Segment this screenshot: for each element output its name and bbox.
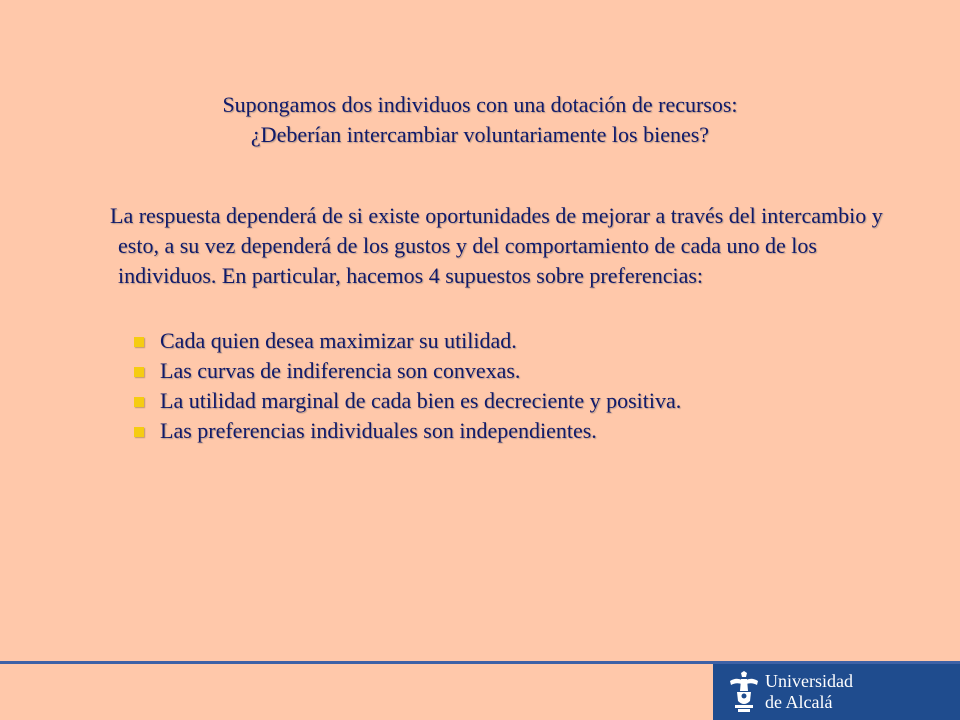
square-bullet-icon (134, 367, 144, 377)
list-item-text: Cada quien desea maximizar su utilidad. (160, 328, 517, 353)
list-item (132, 356, 912, 386)
logo-line-2: de Alcalá (765, 692, 833, 712)
square-bullet-icon (134, 337, 144, 347)
intro-paragraph: La respuesta dependerá de si existe oportunidades de mejorar a través del intercambio y esto, a su vez dependerá de los gustos y del comportamiento de cada uno de los individuos. En particular, hacemos 4 supuestos sobre preferencias: (110, 203, 883, 288)
title-line-2: ¿Deberían intercambiar voluntariamente los bienes? (250, 122, 710, 147)
list-item (132, 416, 912, 446)
list-item (132, 386, 912, 416)
title-line-1: Supongamos dos individuos con una dotación de recursos: (222, 92, 738, 117)
logo-wordmark (765, 671, 853, 713)
university-logo (713, 664, 960, 720)
list-item-text: Las curvas de indiferencia son convexas. (160, 358, 521, 383)
university-crest-icon (726, 671, 762, 713)
list-item-text: Las preferencias individuales son independientes. (160, 418, 597, 443)
square-bullet-icon (134, 427, 144, 437)
list-item (132, 326, 912, 356)
assumption-list (132, 326, 912, 446)
logo-line-1: Universidad (765, 671, 853, 691)
list-item-text: La utilidad marginal de cada bien es decreciente y positiva. (160, 388, 682, 413)
slide-title (0, 90, 960, 150)
square-bullet-icon (134, 397, 144, 407)
